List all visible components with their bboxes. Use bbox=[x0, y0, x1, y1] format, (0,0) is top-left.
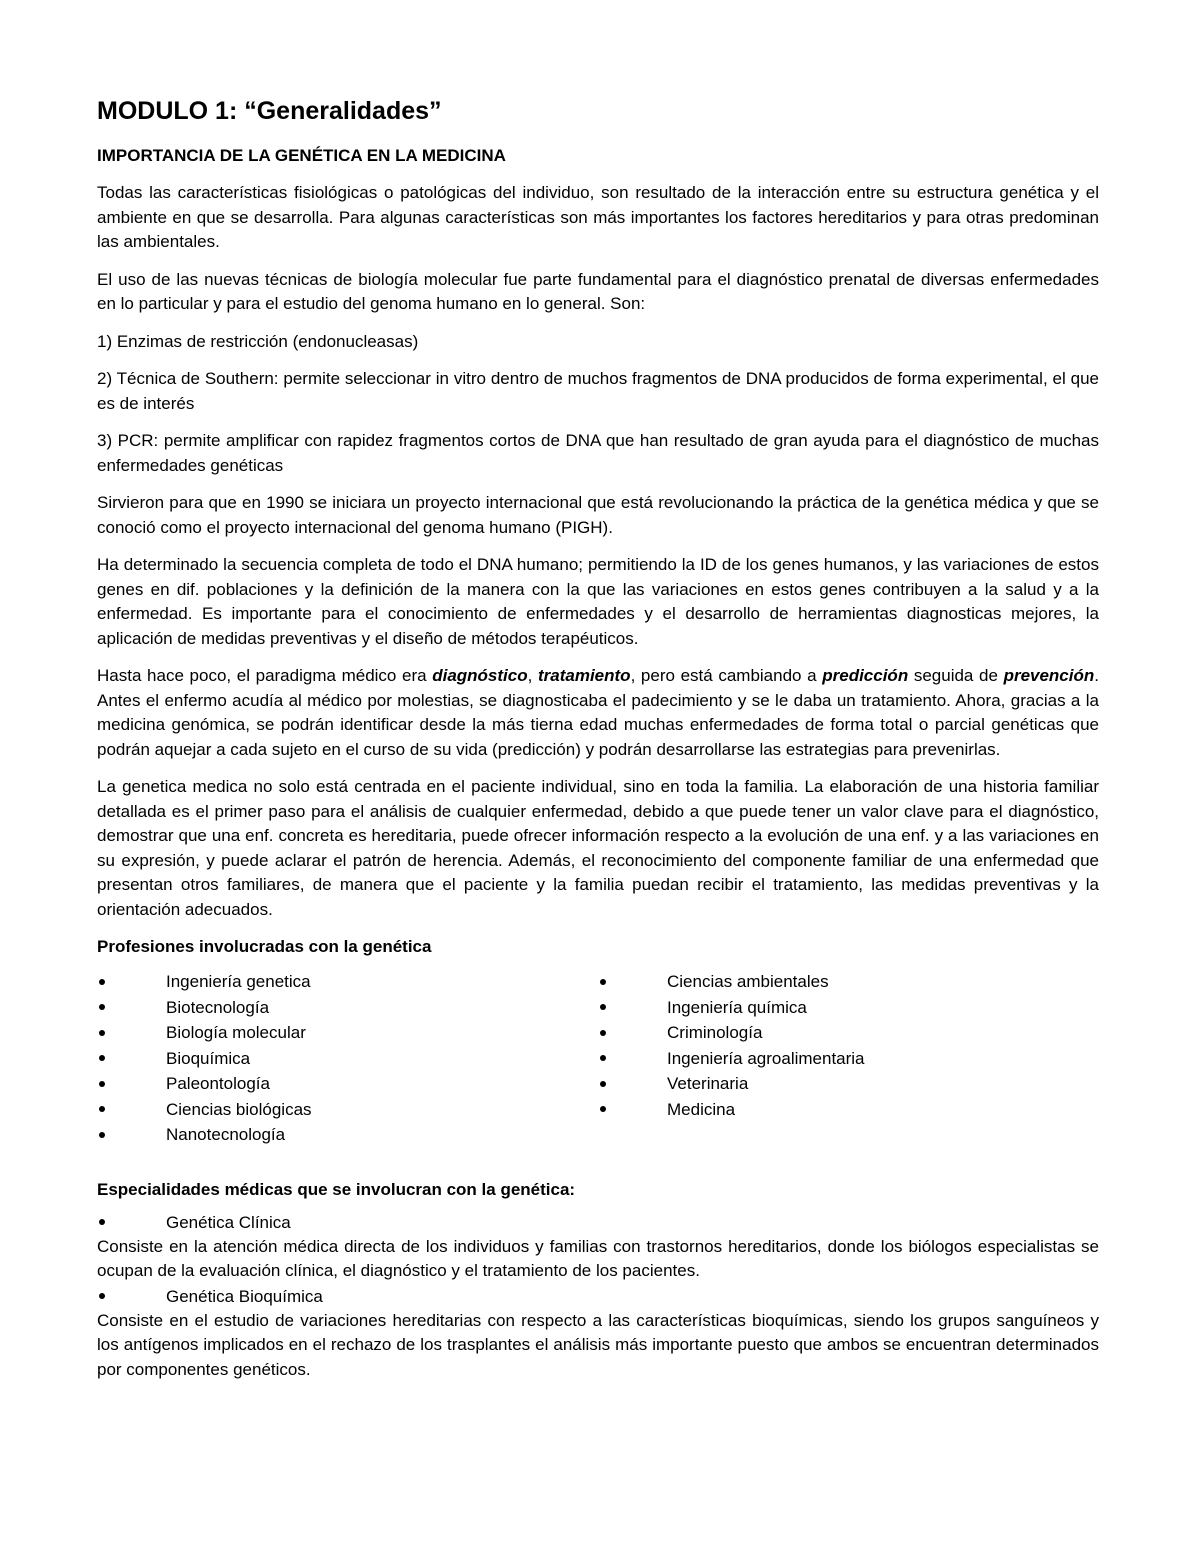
list-item: Ingeniería genetica bbox=[97, 969, 598, 995]
paragraph-7: Ha determinado la secuencia completa de todo el DNA humano; permitiendo la ID de los genes humanos, y las variaciones de estos genes en dif. poblaciones y la definición de la manera con la que las variaciones en estos genes contribuyen a la salud y a la enfermedad. Es importante para el conocimiento de enfermedades y el desarrollo de herramientas diagnosticas mejores, la aplicación de medidas preventivas y el diseño de métodos terapéuticos. bbox=[97, 555, 1099, 648]
specialty-description: Consiste en el estudio de variaciones hereditarias con respecto a las características bioquímicas, siendo los grupos sanguíneos y los antígenos implicados en el rechazo de los trasplantes el análisis más importante puesto que ambos se encuentran determinados por componentes genéticos. bbox=[97, 1310, 1099, 1379]
bullet-icon bbox=[97, 1097, 107, 1123]
list-item: Criminología bbox=[598, 1020, 1099, 1046]
paragraph-8-text-3: , pero está cambiando a bbox=[630, 666, 823, 685]
bullet-icon bbox=[598, 969, 608, 995]
paragraph-1: Todas las características fisiológicas o patológicas del individuo, son resultado de la interacción entre su estructura genética y el ambiente en que se desarrolla. Para algunas características son más importantes los factores hereditarios y para otras predominan las ambientales. bbox=[97, 183, 1099, 251]
emphasis-diagnostico: diagnóstico bbox=[432, 666, 528, 685]
list-item: Ciencias biológicas bbox=[97, 1097, 598, 1123]
paragraph-4: 2) Técnica de Southern: permite seleccionar in vitro dentro de muchos fragmentos de DNA producidos de forma experimental, el que es de interés bbox=[97, 369, 1099, 413]
bullet-icon bbox=[97, 1020, 107, 1046]
paragraph-8 bbox=[97, 664, 1099, 762]
bullet-icon bbox=[598, 1071, 608, 1097]
specialty-name: Genética Clínica bbox=[97, 1210, 1099, 1235]
bullet-icon bbox=[97, 1046, 107, 1072]
list-item: Biología molecular bbox=[97, 1020, 598, 1046]
bullet-icon bbox=[97, 995, 107, 1021]
list-item: Medicina bbox=[598, 1097, 1099, 1123]
paragraph-8-text-5: . Antes el enfermo acudía al médico por molestias, se diagnosticaba el padecimiento y se le daba un tratamiento. Ahora, gracias a la medicina genómica, se podrán identificar desde la más tierna edad muchas enfermedades de forma total o parcial genéticas que podrán aquejar a cada sujeto en el curso de su vida (predicción) y podrán desarrollarse las estrategias para prevenirlas. bbox=[97, 666, 1099, 759]
page-title: MODULO 1: “Generalidades” bbox=[97, 97, 442, 125]
bullet-icon bbox=[598, 1046, 608, 1072]
paragraph-8-text-2: , bbox=[527, 666, 538, 685]
emphasis-prediccion: predicción bbox=[822, 666, 909, 685]
list-item: Bioquímica bbox=[97, 1046, 598, 1072]
list-item: Nanotecnología bbox=[97, 1122, 598, 1148]
bullet-icon bbox=[97, 1071, 107, 1097]
bullet-icon bbox=[97, 1284, 107, 1309]
list-item: Ingeniería agroalimentaria bbox=[598, 1046, 1099, 1072]
specialty-name: Genética Bioquímica bbox=[97, 1284, 1099, 1309]
bullet-icon bbox=[97, 969, 107, 995]
paragraph-8-text-1: Hasta hace poco, el paradigma médico era bbox=[97, 666, 433, 685]
professions-right-column bbox=[598, 969, 1099, 1148]
specialties-list bbox=[97, 1210, 1099, 1383]
emphasis-tratamiento: tratamiento bbox=[537, 666, 631, 685]
bullet-icon bbox=[97, 1122, 107, 1148]
list-item: Ciencias ambientales bbox=[598, 969, 1099, 995]
paragraph-3: 1) Enzimas de restricción (endonucleasas) bbox=[97, 331, 419, 351]
paragraph-9: La genetica medica no solo está centrada en el paciente individual, sino en toda la familia. La elaboración de una historia familiar detallada es el primer paso para el análisis de cualquier enfermedad, debido a que puede tener un valor clave para el diagnóstico, demostrar que una enf. concreta es hereditaria, puede ofrecer información respecto a la evolución de una enf. y a las variaciones en su expresión, y puede aclarar el patrón de herencia. Además, el reconocimiento del componente familiar de una enfermedad que presentan otros familiares, de manera que el paciente y la familia puedan recibir el tratamiento, las medidas preventivas y la orientación adecuados. bbox=[97, 777, 1099, 919]
list-item: Veterinaria bbox=[598, 1071, 1099, 1097]
bullet-icon bbox=[598, 1020, 608, 1046]
professions-left-column bbox=[97, 969, 598, 1148]
bullet-icon bbox=[598, 1097, 608, 1123]
specialties-heading: Especialidades médicas que se involucran con la genética: bbox=[97, 1179, 576, 1199]
paragraph-8-text-4: seguida de bbox=[908, 666, 1004, 685]
bullet-icon bbox=[97, 1210, 107, 1235]
list-item: Biotecnología bbox=[97, 995, 598, 1021]
list-item: Paleontología bbox=[97, 1071, 598, 1097]
paragraph-2: El uso de las nuevas técnicas de biología molecular fue parte fundamental para el diagnóstico prenatal de diversas enfermedades en lo particular y para el estudio del genoma humano en lo general. Son: bbox=[97, 269, 1099, 313]
bullet-icon bbox=[598, 995, 608, 1021]
paragraph-6: Sirvieron para que en 1990 se iniciara un proyecto internacional que está revolucionando la práctica de la genética médica y que se conoció como el proyecto internacional del genoma humano (PIGH). bbox=[97, 493, 1099, 537]
paragraph-5: 3) PCR: permite amplificar con rapidez fragmentos cortos de DNA que han resultado de gran ayuda para el diagnóstico de muchas enfermedades genéticas bbox=[97, 431, 1099, 475]
professions-heading: Profesiones involucradas con la genética bbox=[97, 937, 432, 956]
emphasis-prevencion: prevención bbox=[1003, 666, 1095, 685]
document-page bbox=[97, 96, 1099, 1382]
specialty-description: Consiste en la atención médica directa de los individuos y familias con trastornos hereditarios, donde los biólogos especialistas se ocupan de la evaluación clínica, el diagnóstico y el tratamiento de los pacientes. bbox=[97, 1236, 1099, 1280]
professions-list bbox=[97, 969, 1099, 1148]
list-item: Ingeniería química bbox=[598, 995, 1099, 1021]
section-heading: IMPORTANCIA DE LA GENÉTICA EN LA MEDICINA bbox=[97, 146, 506, 165]
